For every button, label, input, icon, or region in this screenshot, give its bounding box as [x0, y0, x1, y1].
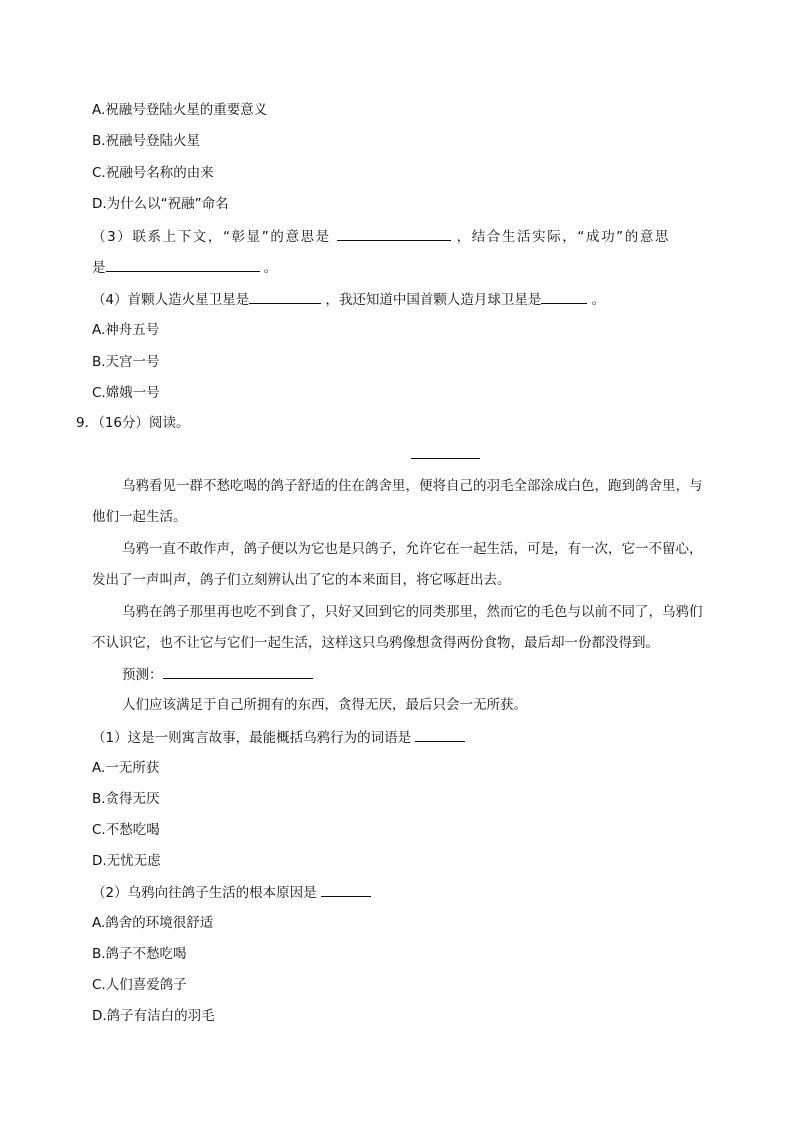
passage-paragraph: 发出了一声叫声，鸽子们立刻辨认出了它的本来面目，将它啄赶出去。: [92, 572, 511, 588]
option-a: A.鸽舍的环境很舒适: [92, 915, 214, 931]
option-c: C.不愁吃喝: [92, 822, 160, 838]
option-c: C.祝融号名称的由来: [92, 165, 214, 181]
passage-paragraph: 他们一起生活。: [92, 509, 187, 525]
option-c: C.人们喜爱鸽子: [92, 977, 187, 993]
passage-paragraph: 乌鸦看见一群不愁吃喝的鸽子舒适的住在鸽舍里，便将自己的羽毛全部涂成白色，跑到鸽舍里，与: [122, 478, 703, 494]
option-b: B.天宫一号: [92, 354, 160, 370]
answer-blank[interactable]: [321, 882, 371, 897]
option-a: A.祝融号登陆火星的重要意义: [92, 102, 268, 118]
passage-paragraph: 乌鸦在鸽子那里再也吃不到食了，只好又回到它的同类那里，然而它的毛色与以前不同了，乌鸦们: [122, 604, 703, 620]
passage-paragraph: 乌鸦一直不敢作声，鸽子便以为它也是只鸽子，允许它在一起生活，可是，有一次，它一不留心，: [122, 541, 703, 557]
option-d: D.鸽子有洁白的羽毛: [92, 1008, 215, 1024]
option-a: A.一无所获: [92, 760, 160, 776]
option-b: B.鸽子不愁吃喝: [92, 946, 187, 962]
option-d: D.无忧无虑: [92, 853, 161, 869]
question-8-4: （4）首颗人造火星卫星是 ，我还知道中国首颗人造月球卫星是 。: [92, 289, 605, 309]
option-b: B.祝融号登陆火星: [92, 133, 201, 149]
answer-blank[interactable]: [249, 289, 321, 304]
moral-line: 人们应该满足于自己所拥有的东西，贪得无厌，最后只会一无所获。: [122, 697, 527, 713]
option-d: D.为什么以“祝融”命名: [92, 196, 229, 212]
question-9-header: 9．（16分）阅读。: [76, 415, 190, 431]
question-8-3: （3）联系上下文，“彰显”的意思是 ，结合生活实际，“成功”的意思: [92, 226, 670, 246]
answer-blank[interactable]: [415, 727, 465, 742]
answer-blank[interactable]: [106, 257, 260, 272]
question-9-1: （1）这是一则寓言故事，最能概括乌鸦行为的词语是: [92, 727, 465, 747]
question-9-2: （2）乌鸦向往鸽子生活的根本原因是: [92, 882, 371, 902]
answer-blank[interactable]: [337, 226, 451, 241]
predict-line: 预测：: [122, 664, 313, 684]
title-blank[interactable]: [411, 458, 480, 459]
option-c: C.嫦娥一号: [92, 385, 160, 401]
answer-blank[interactable]: [541, 289, 587, 304]
answer-blank[interactable]: [163, 664, 313, 679]
option-b: B.贪得无厌: [92, 791, 160, 807]
question-8-3-cont: 是 。: [92, 257, 277, 277]
passage-paragraph: 不认识它，也不让它与它们一起生活，这样这只乌鸦像想贪得两份食物，最后却一份都没得到。: [92, 635, 659, 651]
option-a: A.神舟五号: [92, 322, 160, 338]
